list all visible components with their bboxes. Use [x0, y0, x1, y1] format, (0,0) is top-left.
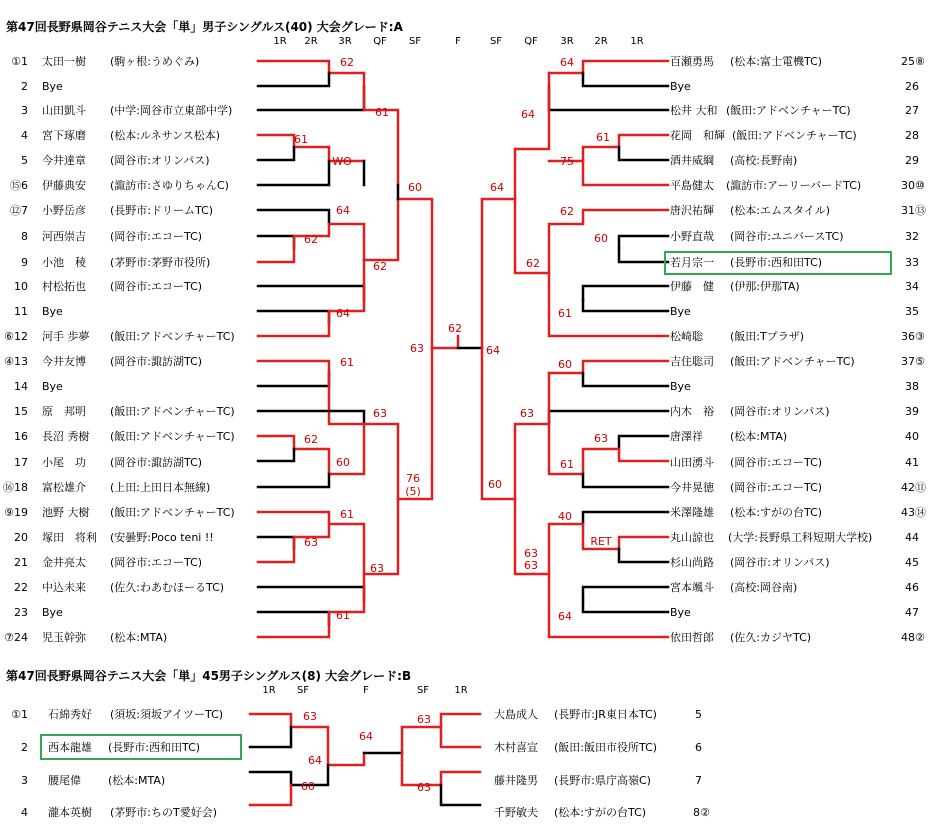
player-name: 依田哲郎	[670, 631, 714, 644]
round-header: 2R	[304, 36, 318, 47]
player-club: (茅野市:茅野市役所)	[110, 256, 211, 269]
seed: 2	[21, 80, 28, 93]
player-club: (松本:MTA)	[110, 631, 168, 644]
score-label: 63	[520, 407, 534, 420]
seed: 32	[905, 230, 919, 243]
player-club: (大学:長野県工科短期大学校)	[728, 531, 873, 544]
seed: 33	[905, 256, 919, 269]
player-name: Bye	[42, 80, 63, 93]
seed: 21	[14, 556, 28, 569]
score-label: 61	[294, 133, 308, 146]
player-club: (安曇野:Poco teni !!	[110, 531, 214, 544]
player-name: 今井達章	[42, 154, 86, 167]
player-name: 丸山諒也	[670, 531, 714, 544]
seed: 11	[14, 305, 28, 318]
player-club: (飯田:アドベンチャーTC)	[110, 330, 235, 343]
player-name: 伊藤 健	[670, 280, 714, 293]
score-label: 64	[308, 754, 322, 767]
seed: 8	[21, 230, 28, 243]
seed: 38	[905, 380, 919, 393]
player-name: Bye	[42, 606, 63, 619]
seed: ④13	[4, 355, 28, 368]
score-label: 63	[524, 547, 538, 560]
score-label: 63	[594, 432, 608, 445]
score-label: 64	[336, 204, 350, 217]
score-label: 61	[596, 131, 610, 144]
player-club: (高校:長野南)	[730, 154, 798, 167]
player-club: (中学:岡谷市立東部中学)	[110, 104, 233, 117]
score-label: 64	[521, 108, 535, 121]
player-name: 河手 歩夢	[42, 330, 90, 343]
player-club: (長野市:県庁高嶺C)	[554, 774, 651, 787]
player-name: 若月宗一	[670, 256, 714, 269]
player-name: 木村喜宣	[494, 741, 538, 754]
score-label: 61	[336, 609, 350, 622]
player-club: (岡谷市:エコーTC)	[730, 456, 823, 469]
seed: 16	[14, 430, 28, 443]
score-label: (5)	[405, 485, 421, 498]
seed: 42⑪	[901, 481, 926, 494]
seed: 34	[905, 280, 919, 293]
seed: 22	[14, 581, 28, 594]
score-label: 64	[336, 307, 350, 320]
player-name: 唐澤祥	[670, 430, 703, 443]
score-label: 63	[524, 559, 538, 572]
player-club: (諏訪市:さゆりちゃんC)	[110, 179, 229, 192]
player-club: (岡谷市:オリンパス)	[110, 154, 210, 167]
seed: 20	[14, 531, 28, 544]
title-a: 第47回長野県岡谷テニス大会「単」男子シングルス(40) 大会グレード:A	[6, 20, 403, 34]
player-club: (岡谷市:エコーTC)	[110, 280, 203, 293]
score-label: 61	[375, 106, 389, 119]
seed: 23	[14, 606, 28, 619]
player-club: (須坂:須坂アイツーTC)	[110, 708, 224, 721]
final-score: 62	[448, 322, 462, 335]
seed: 6	[695, 741, 702, 754]
player-name: 伊藤典安	[42, 179, 86, 192]
seed: 25⑧	[901, 55, 925, 68]
highlight-box	[40, 734, 242, 760]
player-club: (飯田:アドベンチャーTC)	[730, 355, 855, 368]
title-b: 第47回長野県岡谷テニス大会「単」45男子シングルス(8) 大会グレード:B	[6, 669, 412, 683]
player-name: 杉山尚路	[670, 556, 714, 569]
round-header: SF	[416, 685, 430, 696]
player-club: (飯田:アドベンチャーTC)	[110, 430, 235, 443]
seed: 14	[14, 380, 28, 393]
player-name: 長沼 秀樹	[42, 430, 90, 443]
seed: 40	[905, 430, 919, 443]
player-club: (岡谷市:諏訪湖TC)	[110, 355, 203, 368]
seed: ⑮6	[10, 179, 28, 192]
player-club: (伊那:伊那TA)	[730, 280, 800, 293]
seed: 5	[21, 154, 28, 167]
player-name: 今井晃徳	[670, 481, 714, 494]
player-club: (長野市:ドリームTC)	[110, 204, 214, 217]
highlight-box	[664, 251, 892, 275]
player-club: (長野市:JR東日本TC)	[554, 708, 657, 721]
player-club: (松本:ルネサンス松本)	[110, 129, 221, 142]
score-label: 62	[373, 260, 387, 273]
player-club: (岡谷市:ユニバースTC)	[730, 230, 844, 243]
seed: 29	[905, 154, 919, 167]
player-club: (岡谷市:オリンパス)	[730, 405, 830, 418]
player-name: 中込未来	[42, 581, 86, 594]
player-name: 池野 大樹	[42, 506, 90, 519]
player-club: (松本:エムスタイル)	[730, 204, 831, 217]
player-club: (飯田:アドベンチャーTC)	[732, 129, 857, 142]
score-label: 60	[408, 181, 422, 194]
player-name: 村松拓也	[42, 280, 86, 293]
seed: 44	[905, 531, 919, 544]
seed: ①1	[11, 708, 28, 721]
score-label: 63	[410, 342, 424, 355]
score-label: 40	[558, 510, 572, 523]
score-label: 63	[417, 781, 431, 794]
score-label: 63	[303, 710, 317, 723]
seed: 17	[14, 456, 28, 469]
seed: ①1	[11, 55, 28, 68]
player-name: 石綿秀好	[48, 708, 92, 721]
player-club: (飯田:アドベンチャーTC)	[110, 405, 235, 418]
score-label: 63	[370, 562, 384, 575]
player-name: 内木 裕	[670, 405, 714, 418]
player-name: 金井亮太	[42, 556, 86, 569]
player-club: (飯田:アドベンチャーTC)	[726, 104, 851, 117]
seed: 41	[905, 456, 919, 469]
seed: 27	[905, 104, 919, 117]
seed: 43⑭	[901, 506, 926, 519]
seed: 36③	[901, 330, 925, 343]
score-label: RET	[590, 535, 612, 548]
round-header: F	[363, 685, 369, 696]
round-header: 3R	[338, 36, 352, 47]
round-header: 1R	[273, 36, 287, 47]
round-header: 1R	[454, 685, 468, 696]
seed: 4	[21, 806, 28, 819]
score-label: 64	[490, 181, 504, 194]
seed: 45	[905, 556, 919, 569]
player-name: 瀧本英樹	[48, 806, 92, 819]
seed: 8②	[693, 806, 710, 819]
player-club: (飯田:アドベンチャーTC)	[110, 506, 235, 519]
player-club: (佐久:カジヤTC)	[730, 631, 812, 644]
player-club: (岡谷市:エコーTC)	[110, 230, 203, 243]
player-club: (飯田:Tプラザ)	[730, 330, 805, 343]
score-label: 64	[359, 730, 373, 743]
player-name: 小野直哉	[670, 230, 714, 243]
player-club: (岡谷市:エコーTC)	[110, 556, 203, 569]
seed: ⑫7	[10, 204, 28, 217]
seed: 47	[905, 606, 919, 619]
score-label: 60	[488, 478, 502, 491]
score-label: WO	[332, 155, 352, 168]
player-name: Bye	[670, 305, 691, 318]
player-club: (松本:富士電機TC)	[730, 55, 823, 68]
score-label: 60	[558, 358, 572, 371]
round-header: 3R	[560, 36, 574, 47]
player-name: 宮本颯斗	[670, 581, 714, 594]
player-club: (松本:MTA)	[730, 430, 788, 443]
score-label: 60	[336, 456, 350, 469]
seed: ⑨19	[4, 506, 28, 519]
player-name: 百瀬勇馬	[670, 55, 714, 68]
seed: 5	[695, 708, 702, 721]
score-label: 61	[340, 508, 354, 521]
score-label: 61	[560, 458, 574, 471]
seed: 2	[21, 741, 28, 754]
seed: 31⑬	[901, 204, 926, 217]
seed: 4	[21, 129, 28, 142]
player-name: 松井 大和	[670, 104, 718, 117]
seed: 7	[695, 774, 702, 787]
player-name: 原 邦明	[42, 405, 86, 418]
seed: ⑦24	[4, 631, 28, 644]
player-club: (高校:岡谷南)	[730, 581, 798, 594]
score-label: 76	[406, 472, 420, 485]
player-name: Bye	[42, 380, 63, 393]
player-name: 大島成人	[494, 708, 538, 721]
player-name: 吉住聡司	[670, 355, 714, 368]
seed: 26	[905, 80, 919, 93]
score-label: 60	[301, 780, 315, 793]
player-name: 山田湧斗	[670, 456, 714, 469]
seed: 37⑤	[901, 355, 925, 368]
seed: 10	[14, 280, 28, 293]
player-name: 小池 稜	[42, 256, 86, 269]
score-label: 75	[560, 155, 574, 168]
player-name: 唐沢祐輝	[670, 204, 714, 217]
player-name: 富松雄介	[42, 481, 86, 494]
player-club: (諏訪市:アーリーバードTC)	[726, 179, 862, 192]
player-name: 米澤隆雄	[670, 506, 714, 519]
round-header: QF	[524, 36, 538, 47]
score-label: 62	[526, 257, 540, 270]
player-club: (松本:すがの台TC)	[730, 506, 823, 519]
seed: 15	[14, 405, 28, 418]
player-name: 小野岳彦	[42, 204, 86, 217]
player-club: (岡谷市:諏訪湖TC)	[110, 456, 203, 469]
seed: 46	[905, 581, 919, 594]
player-club: (佐久:わあむほーるTC)	[110, 581, 225, 594]
player-club: (長野市:西和田TC)	[730, 256, 823, 269]
player-name: 藤井隆男	[494, 774, 538, 787]
score-label: 60	[594, 232, 608, 245]
round-header: 1R	[262, 685, 276, 696]
score-label: 63	[417, 713, 431, 726]
score-label: 64	[560, 56, 574, 69]
seed: 39	[905, 405, 919, 418]
round-header: F	[455, 36, 461, 47]
player-name: 山田凱斗	[42, 104, 86, 117]
player-club: (岡谷市:オリンパス)	[730, 556, 830, 569]
round-header: SF	[408, 36, 422, 47]
player-name: Bye	[670, 80, 691, 93]
final-score: 64	[486, 344, 500, 357]
player-name: 酒井威綱	[670, 154, 714, 167]
player-name: Bye	[42, 305, 63, 318]
score-label: 63	[373, 407, 387, 420]
score-label: 61	[340, 356, 354, 369]
player-name: 太田一樹	[42, 55, 86, 68]
player-name: 塚田 将利	[42, 531, 97, 544]
round-header: 2R	[594, 36, 608, 47]
seed: 30⑩	[901, 179, 925, 192]
player-club: (上田:上田日本無線)	[110, 481, 211, 494]
player-name: 小尾 功	[42, 456, 86, 469]
player-name: 宮下琢磨	[42, 129, 86, 142]
player-name: 河西崇吉	[42, 230, 86, 243]
seed: 9	[21, 256, 28, 269]
seed: 28	[905, 129, 919, 142]
seed: 3	[21, 104, 28, 117]
round-header: SF	[296, 685, 310, 696]
player-name: 花岡 和輝	[670, 129, 725, 142]
player-name: 今井友博	[42, 355, 86, 368]
player-club: (松本:すがの台TC)	[554, 806, 647, 819]
player-name: 児玉幹弥	[42, 631, 86, 644]
player-name: 平島健太	[670, 179, 714, 192]
score-label: 64	[558, 610, 572, 623]
player-club: (長野市:西和田TC)	[108, 741, 201, 754]
score-label: 62	[560, 205, 574, 218]
seed: ⑯18	[3, 481, 28, 494]
score-label: 63	[304, 536, 318, 549]
player-name: 千野敏夫	[494, 806, 538, 819]
score-label: 62	[304, 433, 318, 446]
player-name: Bye	[670, 606, 691, 619]
score-label: 62	[304, 233, 318, 246]
seed: ⑥12	[4, 330, 28, 343]
seed: 3	[21, 774, 28, 787]
player-club: (茅野市:ちのT愛好会)	[110, 806, 218, 819]
player-name: 西本龍雄	[48, 741, 92, 754]
player-club: (岡谷市:エコーTC)	[730, 481, 823, 494]
player-club: (飯田:飯田市役所TC)	[554, 741, 658, 754]
score-label: 62	[340, 56, 354, 69]
player-name: Bye	[670, 380, 691, 393]
seed: 35	[905, 305, 919, 318]
player-club: (松本:MTA)	[108, 774, 166, 787]
round-header: 1R	[630, 36, 644, 47]
player-club: (駒ヶ根:うめぐみ)	[110, 55, 200, 68]
player-name: 松崎聡	[670, 330, 703, 343]
round-header: QF	[373, 36, 387, 47]
score-label: 61	[558, 307, 572, 320]
round-header: SF	[489, 36, 503, 47]
seed: 48②	[901, 631, 925, 644]
player-name: 腰尾偉	[48, 774, 81, 787]
